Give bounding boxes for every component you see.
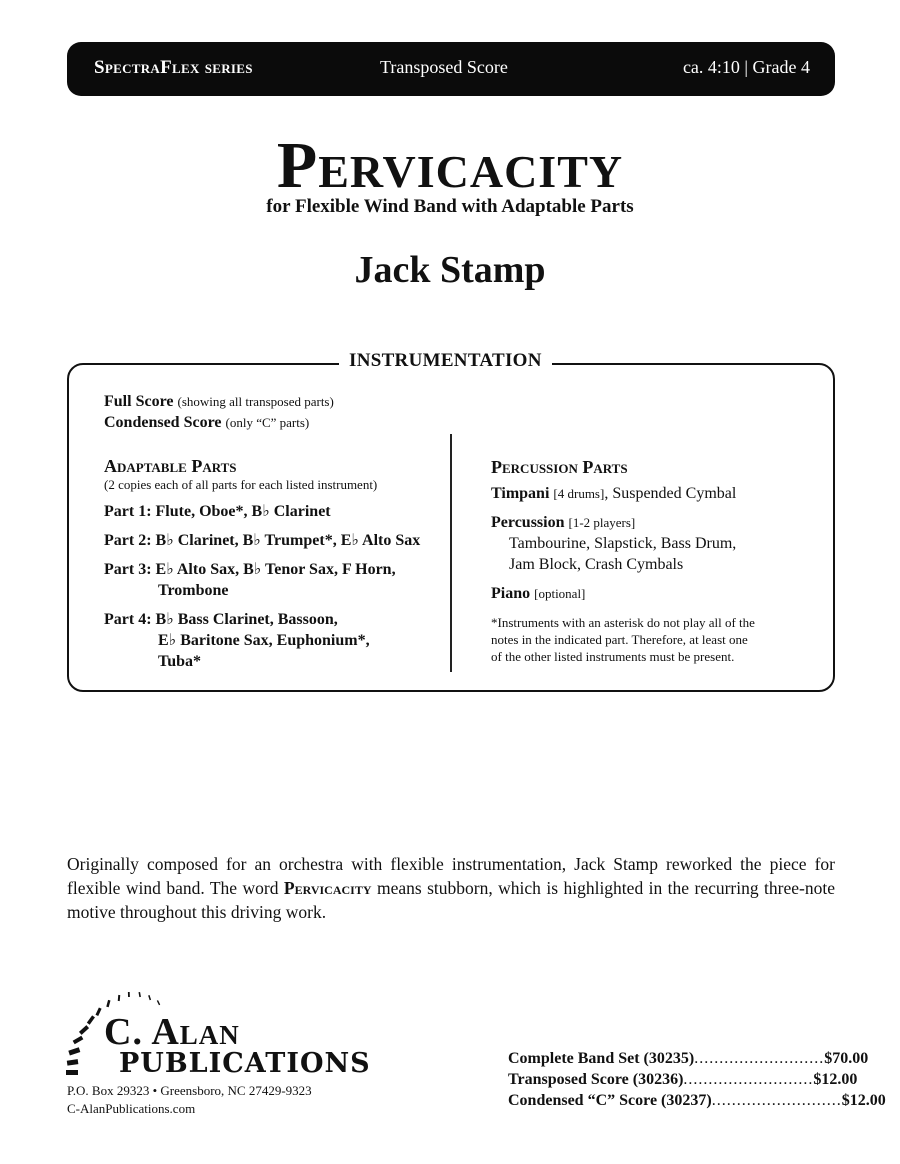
price-amount: $12.00	[813, 1071, 858, 1088]
condensed-score-label: Condensed Score	[104, 414, 222, 431]
publisher-address: P.O. Box 29323 • Greensboro, NC 27429-9323	[67, 1083, 312, 1098]
price-row	[508, 1092, 886, 1113]
publisher-publications: PUBLICATIONS	[119, 1048, 371, 1079]
full-score-label: Full Score	[104, 393, 174, 410]
adaptable-parts	[104, 456, 420, 672]
price-amount: $70.00	[824, 1050, 869, 1067]
instrumentation-heading: INSTRUMENTATION	[339, 350, 552, 372]
part-4: Part 4: B♭ Bass Clarinet, Bassoon,	[104, 611, 338, 628]
condensed-score-note: (only “C” parts)	[225, 415, 310, 430]
part-2: Part 2: B♭ Clarinet, B♭ Trumpet*, E♭ Alto Sax	[104, 532, 421, 549]
description-text-2: means stubborn, which is highlighted in the recurring three-note motive throughout this driving work.	[67, 878, 835, 922]
percussion-label: Percussion	[491, 514, 565, 531]
header-bar	[67, 42, 835, 96]
price-row	[508, 1071, 858, 1092]
price-label: Transposed Score (30236)	[508, 1071, 684, 1088]
adaptable-note: (2 copies each of all parts for each listed instrument)	[104, 477, 378, 492]
price-dots: ..........................	[694, 1050, 825, 1067]
publisher-contact	[67, 1082, 312, 1118]
duration-grade: ca. 4:10 | Grade 4	[682, 57, 810, 77]
part-3-cont: Trombone	[158, 582, 229, 599]
price-row	[508, 1050, 869, 1071]
percussion-note: [1-2 players]	[568, 515, 636, 530]
price-amount: $12.00	[841, 1092, 886, 1109]
price-list	[508, 1050, 886, 1113]
piano-label: Piano	[491, 585, 531, 602]
piano-note: [optional]	[534, 586, 586, 601]
price-dots: ..........................	[711, 1092, 842, 1109]
footnote-line-3: of the other listed instruments must be present.	[491, 649, 735, 664]
description	[67, 852, 835, 924]
series-name: SpectraFlex series	[94, 57, 253, 78]
percussion-parts	[491, 457, 755, 665]
price-dots: ..........................	[683, 1071, 814, 1088]
description-keyword: Pervicacity	[283, 878, 372, 898]
timpani-rest: , Suspended Cymbal	[604, 485, 737, 502]
composer-name: Jack Stamp	[354, 249, 546, 291]
timpani-note: [4 drums]	[553, 486, 605, 501]
timpani-label: Timpani	[491, 485, 550, 502]
part-3: Part 3: E♭ Alto Sax, B♭ Tenor Sax, F Horn,	[104, 561, 396, 578]
description-text-1: Originally composed for an orchestra with flexible instrumentation, Jack Stamp reworked the piece for flexible wind band. The word	[67, 854, 835, 898]
percussion-line-1: Tambourine, Slapstick, Bass Drum,	[509, 535, 737, 552]
part-4-cont2: Tuba*	[158, 653, 201, 670]
footnote-line-1: *Instruments with an asterisk do not play all of the	[491, 615, 755, 630]
publisher-name: C. Alan	[104, 1011, 240, 1053]
percussion-heading: Percussion Parts	[491, 457, 628, 477]
percussion-line-2: Jam Block, Crash Cymbals	[509, 556, 684, 573]
adaptable-heading: Adaptable Parts	[104, 456, 237, 476]
part-4-cont: E♭ Baritone Sax, Euphonium*,	[158, 632, 370, 649]
score-type: Transposed Score	[380, 57, 508, 77]
price-label: Complete Band Set (30235)	[508, 1050, 695, 1067]
part-1: Part 1: Flute, Oboe*, B♭ Clarinet	[104, 503, 331, 520]
footnote-line-2: notes in the indicated part. Therefore, at least one	[491, 632, 748, 647]
piece-title: Pervicacity	[276, 129, 624, 202]
full-score-note: (showing all transposed parts)	[177, 394, 334, 409]
piece-subtitle: for Flexible Wind Band with Adaptable Parts	[266, 196, 634, 217]
price-label: Condensed “C” Score (30237)	[508, 1092, 712, 1109]
column-divider	[450, 434, 452, 672]
score-list	[104, 391, 334, 433]
publisher-website: C-AlanPublications.com	[67, 1101, 196, 1116]
